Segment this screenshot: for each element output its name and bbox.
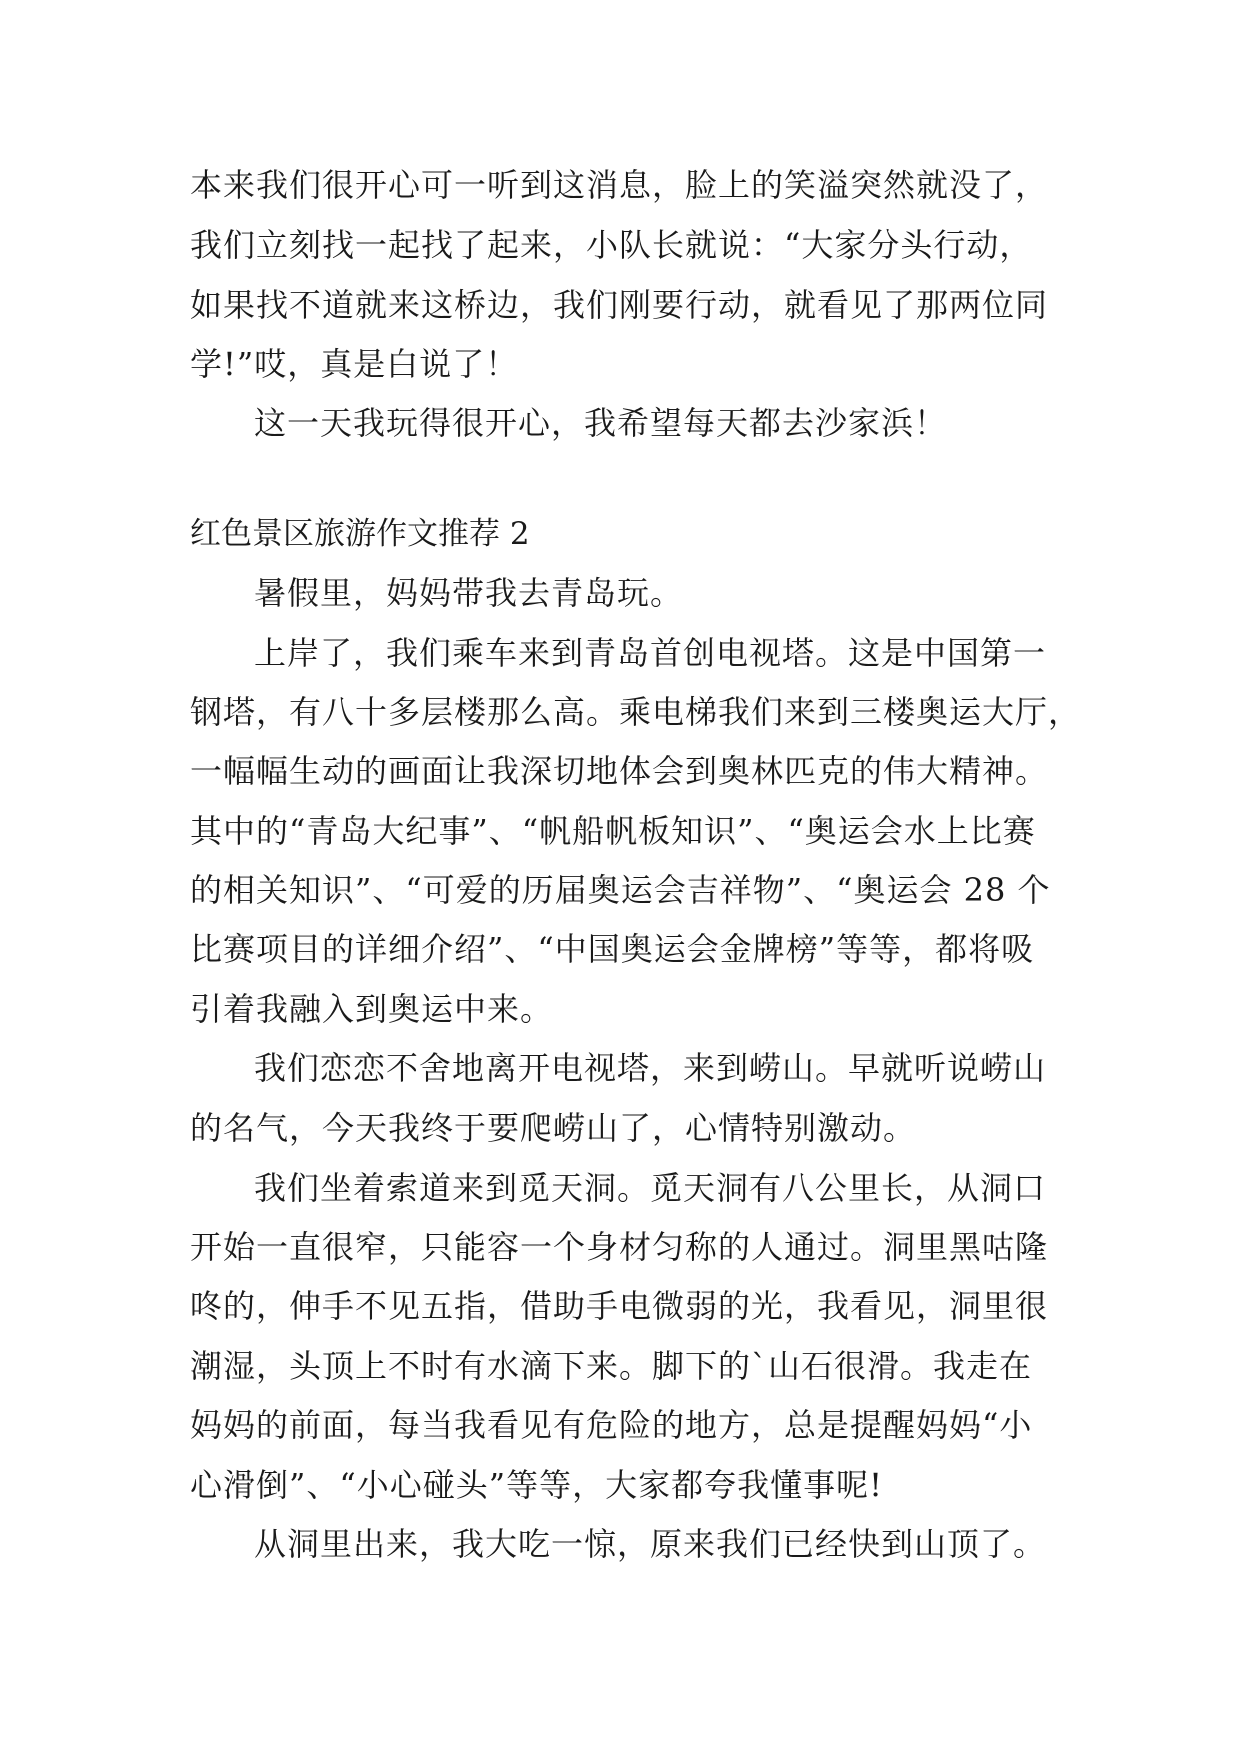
text-line: 的名气，今天我终于要爬崂山了，心情特别激动。 <box>190 1109 917 1147</box>
text-line: 本来我们很开心可一听到这消息，脸上的笑溢突然就没了， <box>190 166 1049 204</box>
text-line: 比赛项目的详细介绍”、“中国奥运会金牌榜”等等，都将吸 <box>190 930 1035 968</box>
text-line: 其中的“青岛大纪事”、“帆船帆板知识”、“奥运会水上比赛 <box>190 812 1036 850</box>
text-line: 引着我融入到奥运中来。 <box>190 990 554 1028</box>
text-line: 暑假里，妈妈带我去青岛玩。 <box>254 574 684 612</box>
text-line: 我们立刻找一起找了起来，小队长就说：“大家分头行动， <box>190 226 1033 264</box>
text-line: 妈妈的前面，每当我看见有危险的地方，总是提醒妈妈“小 <box>190 1406 1033 1444</box>
text-line: 的相关知识”、“可爱的历届奥运会吉祥物”、“奥运会 28 个 <box>190 871 1051 909</box>
text-line: 学!”哎，真是白说了！ <box>190 345 519 383</box>
text-line: 我们恋恋不舍地离开电视塔，来到崂山。早就听说崂山 <box>254 1049 1047 1087</box>
text-line: 潮湿，头顶上不时有水滴下来。脚下的`山石很滑。我走在 <box>190 1347 1033 1385</box>
text-line: 这一天我玩得很开心，我希望每天都去沙家浜！ <box>254 404 948 442</box>
text-line: 如果找不道就来这桥边，我们刚要行动，就看见了那两位同 <box>190 286 1049 324</box>
text-line: 心滑倒”、“小心碰头”等等，大家都夸我懂事呢! <box>190 1466 883 1504</box>
text-line: 开始一直很窄，只能容一个身材匀称的人通过。洞里黑咕隆 <box>190 1228 1049 1266</box>
text-line: 从洞里出来，我大吃一惊，原来我们已经快到山顶了。 <box>254 1525 1047 1563</box>
text-line: 一幅幅生动的画面让我深切地体会到奥林匹克的伟大精神。 <box>190 752 1049 790</box>
section-heading: 红色景区旅游作文推荐 2 <box>190 516 530 552</box>
text-line: 上岸了，我们乘车来到青岛首创电视塔。这是中国第一 <box>254 634 1047 672</box>
text-line: 咚的，伸手不见五指，借助手电微弱的光，我看见，洞里很 <box>190 1287 1049 1325</box>
text-line: 钢塔，有八十多层楼那么高。乘电梯我们来到三楼奥运大厅， <box>190 693 1082 731</box>
text-line: 我们坐着索道来到觅天洞。觅天洞有八公里长，从洞口 <box>254 1169 1047 1207</box>
